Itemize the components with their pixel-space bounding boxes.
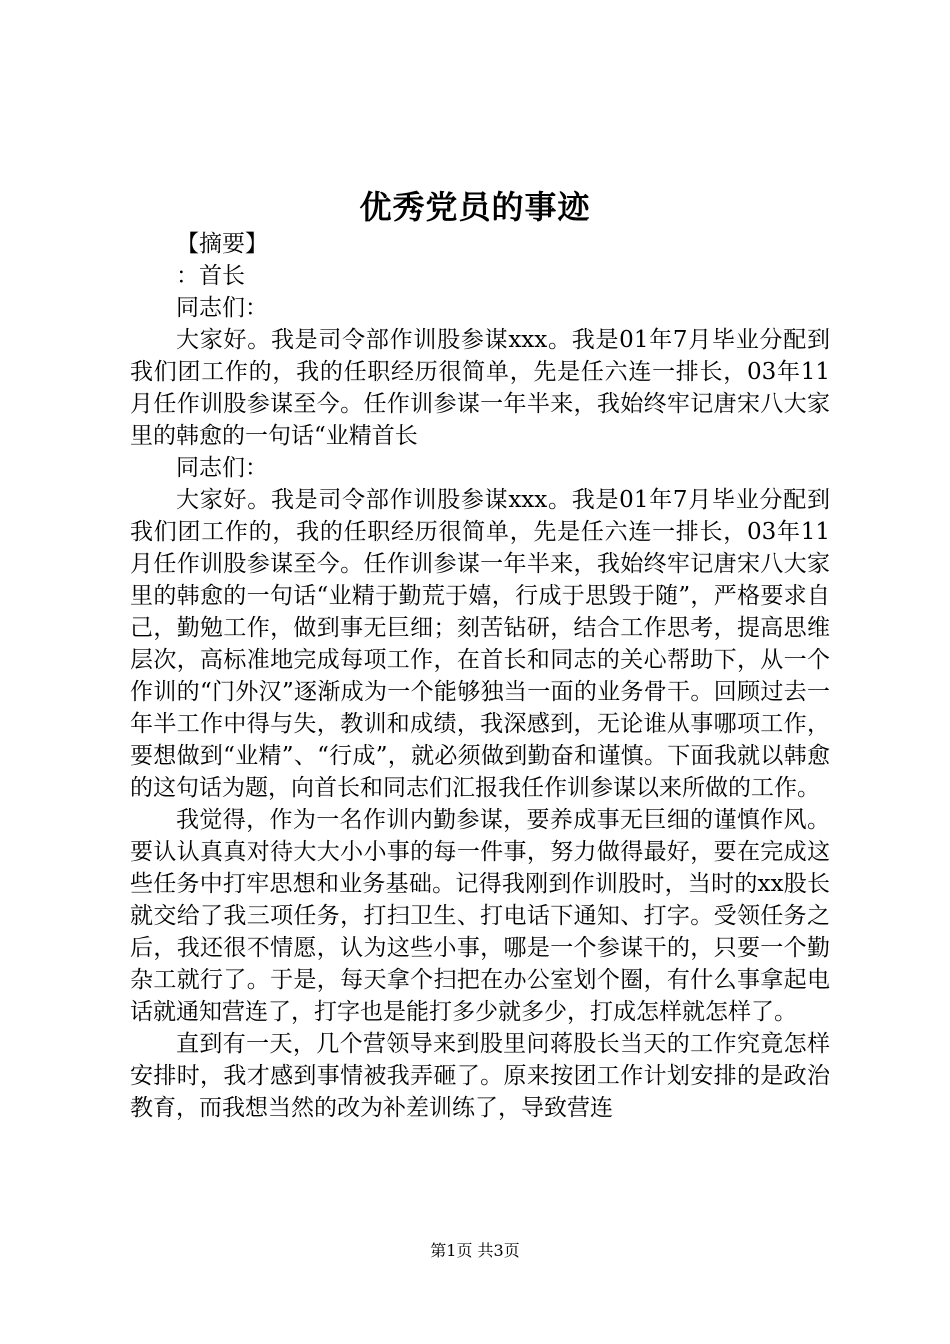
body-paragraph: 大家好。我是司令部作训股参谋xxx。我是01年7月毕业分配到我们团工作的，我的任职经历很简单，先是任六连一排长，03年11月任作训股参谋至今。任作训参谋一年半来，我始终牢记唐宋八大家里的韩愈的一句话“业精首长 [130,327,830,449]
page-number-footer: 第1页 共3页 [430,1241,520,1260]
body-paragraph: 我觉得，作为一名作训内勤参谋，要养成事无巨细的谨慎作风。要认认真真对待大大小小事的每一件事，努力做得最好，要在完成这些任务中打牢思想和业务基础。记得我刚到作训股时，当时的xx股长就交给了我三项任务，打扫卫生、打电话下通知、打字。受领任务之后，我还很不情愿，认为这些小事，哪是一个参谋干的，只要一个勤杂工就行了。于是，每天拿个扫把在办公室划个圈，有什么事拿起电话就通知营连了，打字也是能打多少就多少，打成怎样就怎样了。 [130,807,830,1025]
body-paragraph: 直到有一天，几个营领导来到股里问蒋股长当天的工作究竟怎样安排时，我才感到事情被我弄砸了。原来按团工作计划安排的是政治教育，而我想当然的改为补差训练了，导致营连 [130,1031,830,1121]
salutation: 同志们： [176,295,268,321]
salutation: 同志们： [176,455,268,481]
abstract-heading: 【摘要】 [176,231,268,257]
document-body [130,228,830,1124]
body-paragraph: 大家好。我是司令部作训股参谋xxx。我是01年7月毕业分配到我们团工作的，我的任职经历很简单，先是任六连一排长，03年11月任作训股参谋至今。任作训参谋一年半来，我始终牢记唐宋八大家里的韩愈的一句话“业精于勤荒于嬉，行成于思毁于随”，严格要求自己，勤勉工作，做到事无巨细；刻苦钻研，结合工作思考，提高思维层次，高标准地完成每项工作，在首长和同志的关心帮助下，从一个作训的“门外汉”逐渐成为一个能够独当一面的业务骨干。回顾过去一年半工作中得与失，教训和成绩，我深感到，无论谁从事哪项工作，要想做到“业精”、“行成”，就必须做到勤奋和谨慎。下面我就以韩愈的这句话为题，向首长和同志们汇报我任作训参谋以来所做的工作。 [130,487,830,801]
body-paragraph: ：首长 [176,263,245,289]
document-title: 优秀党员的事迹 [359,188,591,226]
